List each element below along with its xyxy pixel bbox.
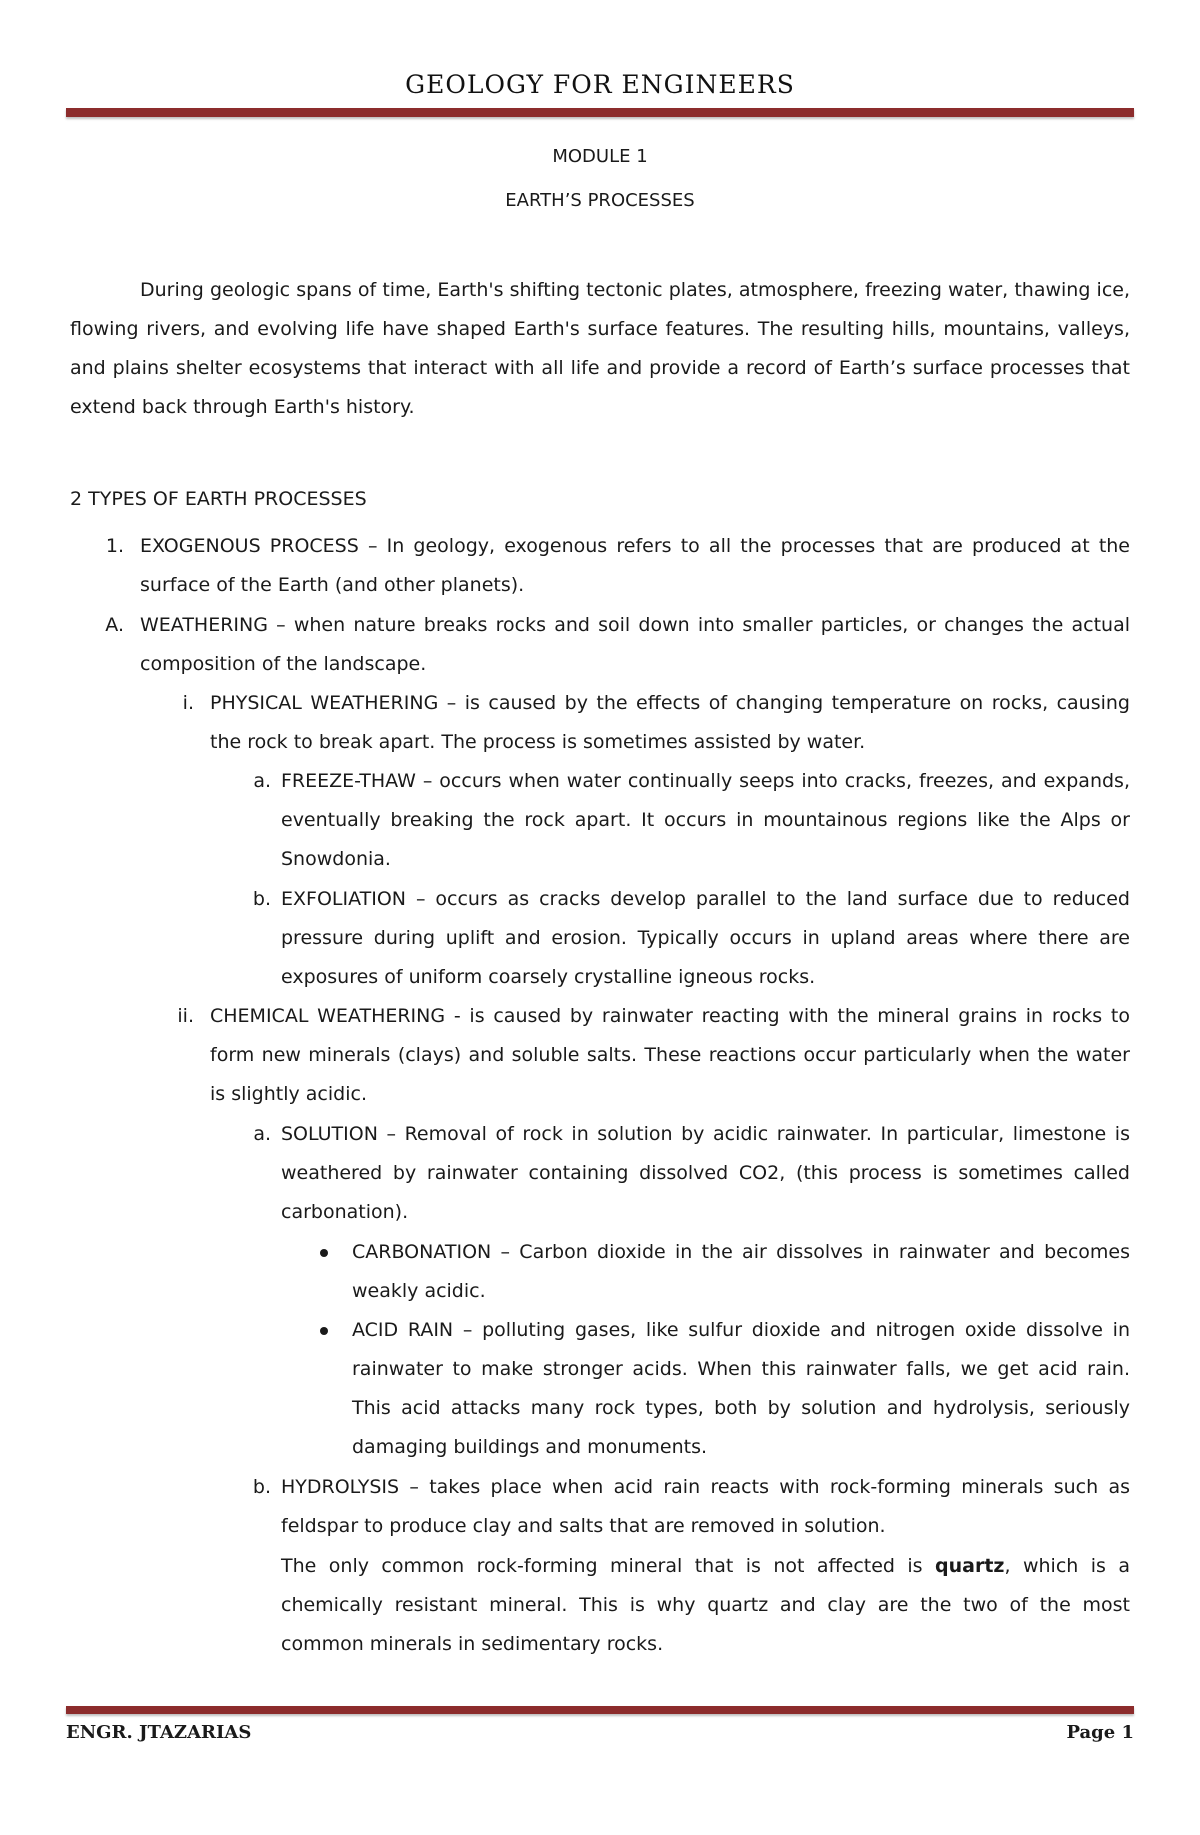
list-item-text: EXOGENOUS PROCESS – In geology, exogenous refers to all the processes that are produced at the surface of the Earth (and other planets). (140, 535, 1130, 596)
list-item-text: EXFOLIATION – occurs as cracks develop parallel to the land surface due to reduced pressure during uplift and erosion. Typically occurs in upland areas where there are exposures of uniform coarsely crystalline igneous rocks. (281, 888, 1130, 988)
list-item-solution (253, 1115, 1130, 1232)
list-marker: b. (252, 888, 271, 910)
list-marker: a. (253, 770, 271, 792)
quartz-note-text: The only common rock-forming mineral that is not affected is (281, 1555, 936, 1577)
intro-paragraph (70, 271, 1130, 427)
bullet-item-acid-rain (352, 1311, 1130, 1467)
list-marker: a. (253, 1123, 271, 1145)
document-title: GEOLOGY FOR ENGINEERS (405, 70, 795, 99)
list-item-text: PHYSICAL WEATHERING – is caused by the effects of changing temperature on rocks, causing the rock to break apart. The process is sometimes assisted by water. (210, 692, 1130, 753)
bullet-icon (320, 1249, 328, 1257)
list-item-weathering (105, 606, 1130, 684)
list-marker: ii. (177, 1005, 194, 1027)
quartz-note-paragraph (281, 1547, 1130, 1664)
bullet-item-carbonation (352, 1233, 1130, 1311)
header-rule (66, 108, 1134, 117)
page-number: Page 1 (1066, 1722, 1134, 1743)
quartz-note-text-cont: , which is a chemically resistant mineral. This is why quartz and clay are the two of the most common minerals in sedimentary rocks. (281, 1555, 1130, 1655)
list-item-text: FREEZE-THAW – occurs when water continually seeps into cracks, freezes, and expands, eventually breaking the rock apart. It occurs in mountainous regions like the Alps or Snowdonia. (281, 770, 1130, 870)
list-item-exogenous (105, 527, 1130, 605)
list-marker: i. (182, 692, 194, 714)
module-number: MODULE 1 (552, 146, 648, 167)
list-item-physical-weathering (182, 684, 1130, 762)
list-item-chemical-weathering (177, 997, 1130, 1114)
list-item-text: CARBONATION – Carbon dioxide in the air dissolves in rainwater and becomes weakly acidic. (352, 1241, 1130, 1302)
list-marker: A. (105, 614, 124, 636)
list-item-hydrolysis (252, 1468, 1130, 1546)
bullet-icon (320, 1327, 328, 1335)
list-item-text: ACID RAIN – polluting gases, like sulfur dioxide and nitrogen oxide dissolve in rainwater to make stronger acids. When this rainwater falls, we get acid rain. This acid attacks many rock types, both by solution and hydrolysis, seriously damaging buildings and monuments. (352, 1319, 1130, 1458)
quartz-keyword: quartz (935, 1555, 1005, 1577)
list-item-text: CHEMICAL WEATHERING - is caused by rainwater reacting with the mineral grains in rocks to form new minerals (clays) and soluble salts. These reactions occur particularly when the water is slightly acidic. (210, 1005, 1130, 1105)
list-item-text: WEATHERING – when nature breaks rocks and soil down into smaller particles, or changes the actual composition of the landscape. (140, 614, 1130, 675)
footer-rule (66, 1706, 1134, 1714)
footer-author: ENGR. JTAZARIAS (66, 1722, 252, 1743)
intro-text: During geologic spans of time, Earth's shifting tectonic plates, atmosphere, freezing water, thawing ice, flowing rivers, and evolving life have shaped Earth's surface features. The resulting hills, mountains, valleys, and plains shelter ecosystems that interact with all life and provide a record of Earth’s surface processes that extend back through Earth's history. (70, 279, 1130, 418)
list-marker: 1. (105, 535, 124, 557)
list-item-exfoliation (252, 880, 1130, 997)
list-item-freeze-thaw (253, 762, 1130, 879)
list-marker: b. (252, 1476, 271, 1498)
list-item-text: HYDROLYSIS – takes place when acid rain reacts with rock-forming minerals such as feldspar to produce clay and salts that are removed in solution. (281, 1476, 1130, 1537)
list-item-text: SOLUTION – Removal of rock in solution by acidic rainwater. In particular, limestone is weathered by rainwater containing dissolved CO2, (this process is sometimes called carbonation). (281, 1123, 1130, 1223)
section-heading: 2 TYPES OF EARTH PROCESSES (70, 488, 367, 510)
module-subtitle: EARTH’S PROCESSES (505, 190, 695, 211)
